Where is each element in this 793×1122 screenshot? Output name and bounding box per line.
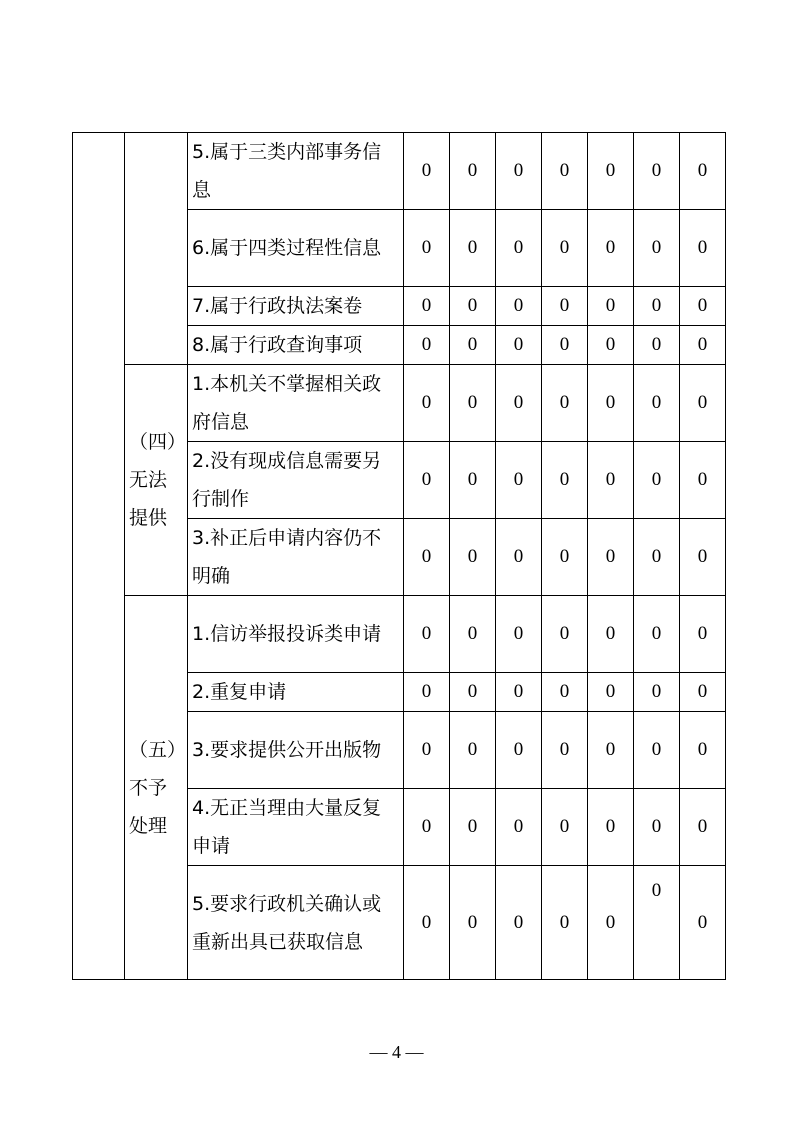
statistics-table xyxy=(72,132,726,980)
category-column-cell xyxy=(73,133,125,980)
row-label: 3.补正后申请内容仍不明确 xyxy=(192,527,382,587)
row-label: 3.要求提供公开出版物 xyxy=(192,739,382,761)
group-label-title: （四） xyxy=(128,431,186,453)
row-label-cell xyxy=(188,673,404,712)
value-cell: 0 xyxy=(542,712,588,789)
row-label-cell xyxy=(188,866,404,980)
value-cell: 0 xyxy=(588,287,634,326)
value-cell: 0 xyxy=(542,673,588,712)
value-cell: 0 xyxy=(496,712,542,789)
row-label: 7.属于行政执法案卷 xyxy=(192,295,363,317)
page-number: — 4 — xyxy=(369,1042,424,1062)
value-cell: 0 xyxy=(634,365,680,442)
value-cell: 0 xyxy=(496,442,542,519)
value-cell: 0 xyxy=(404,365,450,442)
value-cell: 0 xyxy=(450,210,496,287)
value-cell: 0 xyxy=(450,596,496,673)
value-cell: 0 xyxy=(450,442,496,519)
value-cell: 0 xyxy=(404,712,450,789)
value-cell: 0 xyxy=(450,519,496,596)
value-cell: 0 xyxy=(450,326,496,365)
group-label-line2: 处理 xyxy=(129,814,168,837)
row-label-cell xyxy=(188,442,404,519)
value-cell: 0 xyxy=(496,133,542,210)
value-cell: 0 xyxy=(496,519,542,596)
value-cell: 0 xyxy=(680,210,726,287)
row-label-cell xyxy=(188,519,404,596)
row-label: 1.信访举报投诉类申请 xyxy=(192,623,382,645)
value-cell: 0 xyxy=(542,326,588,365)
value-cell: 0 xyxy=(496,866,542,980)
value-cell: 0 xyxy=(634,519,680,596)
value-cell: 0 xyxy=(496,326,542,365)
value-cell: 0 xyxy=(404,789,450,866)
value-cell: 0 xyxy=(496,673,542,712)
value-cell: 0 xyxy=(634,596,680,673)
group-cell-continued xyxy=(125,133,188,365)
row-label-cell xyxy=(188,789,404,866)
value-cell: 0 xyxy=(588,789,634,866)
row-label: 5.属于三类内部事务信息 xyxy=(192,141,382,201)
group-label-line1: 不予 xyxy=(129,776,168,799)
row-label: 4.无正当理由大量反复申请 xyxy=(192,797,382,857)
value-cell: 0 xyxy=(588,673,634,712)
value-cell: 0 xyxy=(588,365,634,442)
value-cell: 0 xyxy=(542,866,588,980)
value-cell: 0 xyxy=(404,673,450,712)
value-cell: 0 xyxy=(404,442,450,519)
value-cell: 0 xyxy=(542,365,588,442)
value-cell: 0 xyxy=(450,287,496,326)
value-cell: 0 xyxy=(542,442,588,519)
value-cell: 0 xyxy=(404,519,450,596)
row-label-cell xyxy=(188,596,404,673)
value-cell: 0 xyxy=(542,519,588,596)
value-cell: 0 xyxy=(588,596,634,673)
value-cell: 0 xyxy=(450,365,496,442)
value-cell: 0 xyxy=(680,133,726,210)
table-row xyxy=(73,596,726,673)
row-label-cell xyxy=(188,210,404,287)
value-cell: 0 xyxy=(634,789,680,866)
value-cell: 0 xyxy=(496,287,542,326)
value-cell: 0 xyxy=(588,712,634,789)
value-cell: 0 xyxy=(588,519,634,596)
value-cell: 0 xyxy=(634,210,680,287)
value-cell: 0 xyxy=(450,712,496,789)
value-cell: 0 xyxy=(634,673,680,712)
value-cell: 0 xyxy=(404,326,450,365)
value-cell: 0 xyxy=(680,365,726,442)
group-label-line2: 提供 xyxy=(129,507,168,529)
row-label: 5.要求行政机关确认或重新出具已获取信息 xyxy=(192,892,382,953)
value-cell: 0 xyxy=(634,133,680,210)
group-not-processed xyxy=(125,596,188,980)
value-cell: 0 xyxy=(542,133,588,210)
value-cell: 0 xyxy=(634,326,680,365)
value-cell: 0 xyxy=(634,287,680,326)
row-label-cell xyxy=(188,287,404,326)
table-row xyxy=(73,365,726,442)
value-cell: 0 xyxy=(496,210,542,287)
row-label: 6.属于四类过程性信息 xyxy=(192,237,382,259)
value-cell: 0 xyxy=(404,287,450,326)
value-cell: 0 xyxy=(680,519,726,596)
row-label: 2.没有现成信息需要另行制作 xyxy=(192,450,382,510)
value-cell: 0 xyxy=(450,789,496,866)
value-cell: 0 xyxy=(634,442,680,519)
value-cell: 0 xyxy=(680,326,726,365)
value-cell: 0 xyxy=(634,712,680,789)
value-cell: 0 xyxy=(680,712,726,789)
value-cell: 0 xyxy=(496,596,542,673)
value-cell: 0 xyxy=(588,210,634,287)
value-cell: 0 xyxy=(404,596,450,673)
statistics-table-body xyxy=(73,133,726,980)
value-cell: 0 xyxy=(542,596,588,673)
value-cell: 0 xyxy=(450,866,496,980)
row-label-cell xyxy=(188,326,404,365)
value-cell: 0 xyxy=(450,133,496,210)
value-cell: 0 xyxy=(496,365,542,442)
value-cell: 0 xyxy=(634,866,680,980)
value-cell: 0 xyxy=(542,789,588,866)
group-label-line1: 无法 xyxy=(129,469,168,491)
value-cell: 0 xyxy=(588,866,634,980)
value-cell: 0 xyxy=(588,133,634,210)
value-cell: 0 xyxy=(404,210,450,287)
row-label: 2.重复申请 xyxy=(192,681,287,703)
value-cell: 0 xyxy=(542,287,588,326)
value-cell: 0 xyxy=(680,596,726,673)
table-row xyxy=(73,133,726,210)
value-cell: 0 xyxy=(680,866,726,980)
group-cannot-provide xyxy=(125,365,188,596)
value-cell: 0 xyxy=(680,287,726,326)
row-label-cell xyxy=(188,365,404,442)
row-label-cell xyxy=(188,133,404,210)
value-cell: 0 xyxy=(404,866,450,980)
group-label-title: （五） xyxy=(128,738,186,761)
value-cell: 0 xyxy=(680,789,726,866)
value-cell: 0 xyxy=(680,442,726,519)
value-cell: 0 xyxy=(680,673,726,712)
row-label-cell xyxy=(188,712,404,789)
value-cell: 0 xyxy=(496,789,542,866)
value-cell: 0 xyxy=(404,133,450,210)
value-cell: 0 xyxy=(542,210,588,287)
value-cell: 0 xyxy=(450,673,496,712)
row-label: 1.本机关不掌握相关政府信息 xyxy=(192,373,382,433)
value-cell: 0 xyxy=(588,326,634,365)
row-label: 8.属于行政查询事项 xyxy=(192,334,363,356)
value-cell: 0 xyxy=(588,442,634,519)
